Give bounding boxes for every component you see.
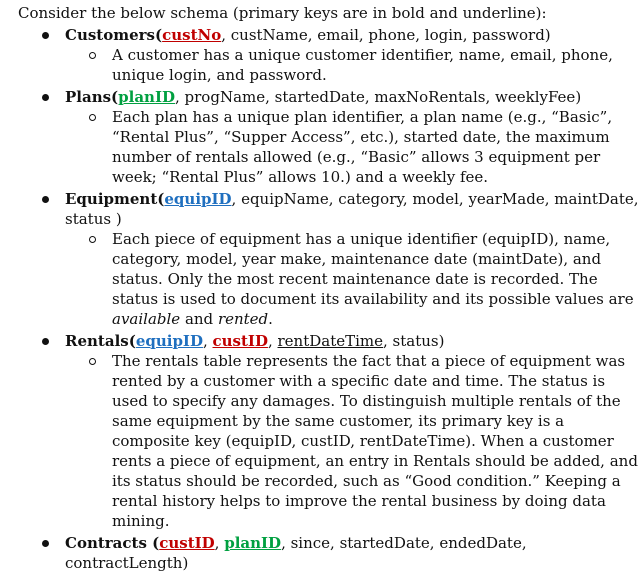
- value-rented: rented: [217, 310, 269, 328]
- equipment-attrs: , equipName, category, model, yearMade, maintDate, status ): [65, 190, 639, 228]
- pk-planid: planID: [118, 88, 175, 106]
- plans-desc-text: Each plan has a unique plan identifier, a plan name (e.g., “Basic”, “Rental Plus”, “Supper Access”, etc.), started date, the maximum number of rentals allowed (e.g., “Basic” allows 3 equipment per week; “Rental Plus” allows 10.) and a weekly fee.: [112, 108, 613, 186]
- plans-description: [65, 107, 639, 187]
- pk-contracts-planid: planID: [224, 534, 282, 552]
- circle-bullet-icon: [89, 114, 96, 121]
- equipment-end: .: [268, 310, 273, 328]
- contracts-sep: ,: [214, 534, 225, 552]
- table-name-rentals: Rentals(: [65, 332, 136, 350]
- equipment-and: and: [180, 310, 218, 328]
- table-contracts: [18, 533, 639, 573]
- equipment-desc-text: Each piece of equipment has a unique identifier (equipID), name, category, model, year make, maintenance date (maintDate), and status. Only the most recent maintenance date is recorded. The status is used to document its availability and its possible values are: [112, 230, 634, 308]
- table-name-customers: Customers(: [65, 26, 163, 44]
- pk-rentals-equipid: equipID: [135, 332, 203, 350]
- table-name-contracts: Contracts (: [65, 534, 160, 552]
- rentals-desc-text: The rentals table represents the fact that a piece of equipment was rented by a customer with a specific date and time. The status is used to specify any damages. To distinguish multiple rentals of the same equipment by the same customer, its primary key is a composite key (equipID, custID, rentDateTime). When a customer rents a piece of equipment, an entry in Rentals should be added, and its status should be recorded, such as “Good condition.” Keeping a rental history helps to improve the rental business by doing data mining.: [112, 352, 638, 530]
- table-name-equipment: Equipment(: [65, 190, 165, 208]
- circle-bullet-icon: [89, 52, 96, 59]
- pk-rentdatetime: rentDateTime: [277, 332, 384, 350]
- equipment-description: [65, 229, 639, 329]
- rentals-description: [65, 351, 639, 531]
- rentals-sep: ,: [267, 332, 278, 350]
- customers-description: [65, 45, 639, 85]
- value-available: available: [112, 310, 181, 328]
- pk-contracts-custid: custID: [159, 534, 215, 552]
- intro-text: Consider the below schema (primary keys are in bold and underline):: [18, 4, 547, 22]
- customers-attrs: , custName, email, phone, login, password): [221, 26, 551, 44]
- bullet-icon: [42, 32, 49, 39]
- rentals-sep: ,: [202, 332, 213, 350]
- pk-rentals-custid: custID: [212, 332, 268, 350]
- table-name-plans: Plans(: [65, 88, 119, 106]
- table-equipment: [18, 189, 639, 329]
- circle-bullet-icon: [89, 358, 96, 365]
- circle-bullet-icon: [89, 236, 96, 243]
- bullet-icon: [42, 540, 49, 547]
- rentals-attrs: , status): [383, 332, 445, 350]
- plans-attrs: , progName, startedDate, maxNoRentals, weeklyFee): [175, 88, 582, 106]
- bullet-icon: [42, 94, 49, 101]
- contracts-attrs: , since, startedDate, endedDate, contractLength): [65, 534, 527, 572]
- table-customers: [18, 25, 639, 85]
- pk-equipid: equipID: [164, 190, 232, 208]
- table-plans: [18, 87, 639, 187]
- table-rentals: [18, 331, 639, 531]
- bullet-icon: [42, 196, 49, 203]
- customers-desc-text: A customer has a unique customer identifier, name, email, phone, unique login, and password.: [112, 46, 613, 84]
- pk-custno: custNo: [162, 26, 222, 44]
- bullet-icon: [42, 338, 49, 345]
- schema-list: [18, 25, 639, 573]
